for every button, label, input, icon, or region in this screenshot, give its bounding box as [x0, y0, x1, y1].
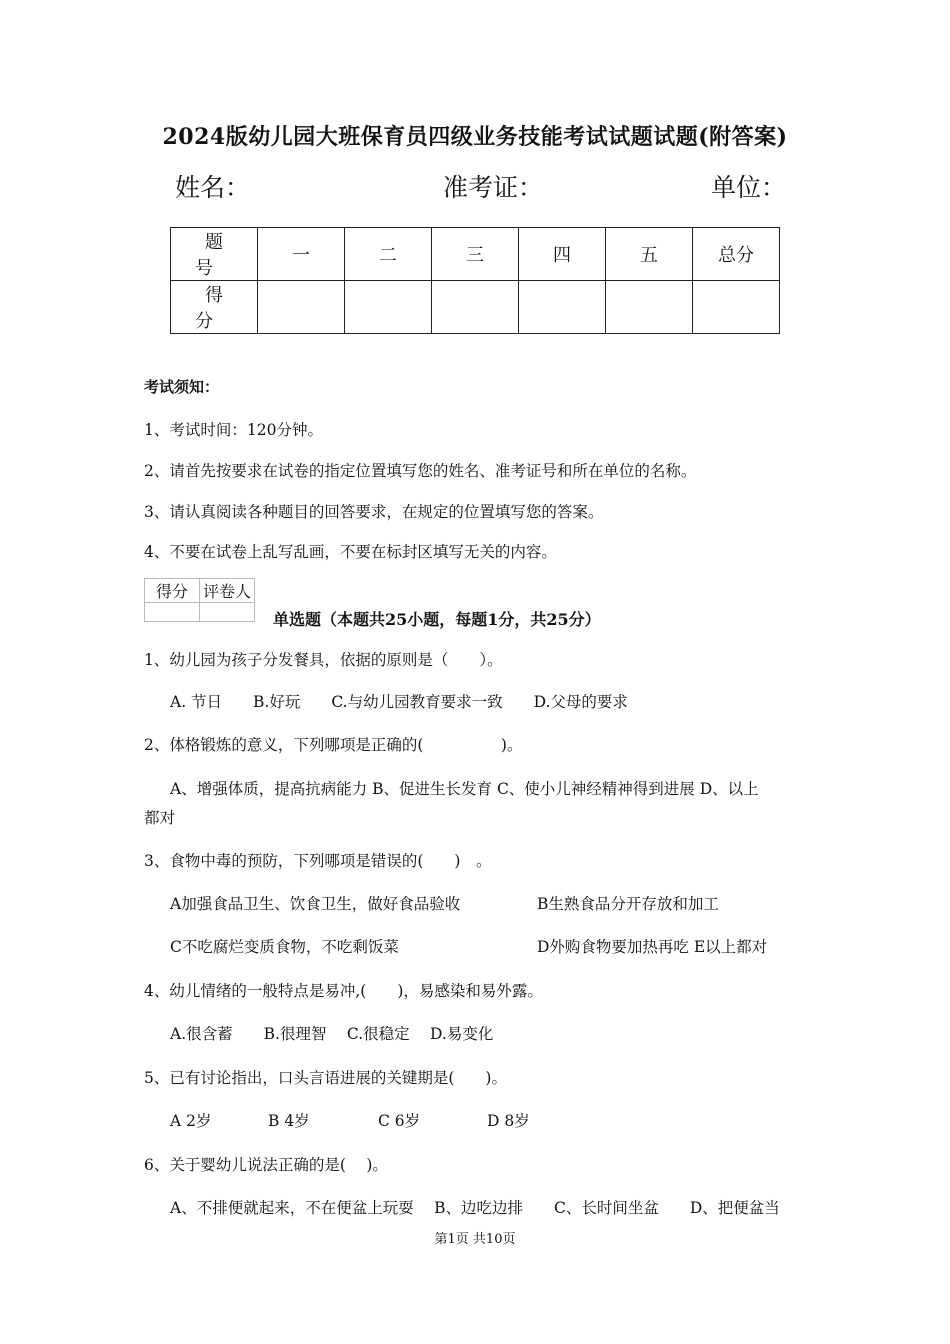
exam-id-label: 准考证：	[443, 173, 544, 202]
score-row-label: 得分	[171, 281, 258, 334]
question-options: A.很含蓄 B.很理智 C.很稳定 D.易变化	[170, 1025, 494, 1043]
score-table	[170, 227, 780, 334]
score-cell[interactable]	[519, 281, 606, 334]
question-option-d: D外购食物要加热再吃 E以上都对	[537, 938, 768, 956]
grader-reviewer-cell[interactable]	[200, 603, 255, 622]
question-options: A、不排便就起来，不在便盆上玩耍 B、边吃边排 C、长时间坐盆 D、把便盆当	[170, 1199, 780, 1217]
question-option-d: D 8岁	[487, 1112, 530, 1130]
score-cell[interactable]	[345, 281, 432, 334]
score-cell[interactable]	[693, 281, 780, 334]
score-header-cell: 总分	[693, 228, 780, 281]
score-header-cell: 三	[432, 228, 519, 281]
grader-score-cell[interactable]	[145, 603, 200, 622]
score-header-cell: 五	[606, 228, 693, 281]
section-title: 单选题（本题共25小题，每题1分，共25分）	[273, 610, 601, 629]
question-stem: 6、关于婴幼儿说法正确的是( )。	[144, 1156, 388, 1174]
question-stem: 5、已有讨论指出，口头言语进展的关键期是( )。	[144, 1069, 507, 1087]
score-header-cell: 一	[258, 228, 345, 281]
question-option-a: A 2岁	[170, 1112, 212, 1130]
score-cell[interactable]	[606, 281, 693, 334]
score-table-header-row	[171, 228, 780, 281]
grader-score-label: 得分	[145, 579, 200, 603]
question-stem: 2、体格锻炼的意义，下列哪项是正确的( )。	[144, 736, 523, 754]
question-options: A、增强体质，提高抗病能力 B、促进生长发育 C、使小儿神经精神得到进展 D、以上	[170, 780, 759, 798]
score-header-cell: 二	[345, 228, 432, 281]
question-option-b: B 4岁	[268, 1112, 310, 1130]
notice-heading: 考试须知：	[144, 378, 220, 396]
page-title: 2024版幼儿园大班保育员四级业务技能考试试题试题(附答案)	[162, 124, 788, 150]
name-label: 姓名：	[175, 173, 251, 202]
score-header-cell: 四	[519, 228, 606, 281]
notice-item: 2、请首先按要求在试卷的指定位置填写您的姓名、准考证号和所在单位的名称。	[144, 462, 697, 480]
question-stem: 3、食物中毒的预防，下列哪项是错误的( ) 。	[144, 852, 492, 870]
notice-item: 3、请认真阅读各种题目的回答要求，在规定的位置填写您的答案。	[144, 503, 604, 521]
grader-box	[144, 578, 255, 622]
question-option-c: C 6岁	[378, 1112, 421, 1130]
question-options-continued: 都对	[144, 809, 176, 827]
unit-label: 单位：	[711, 173, 787, 202]
question-option-b: B生熟食品分开存放和加工	[537, 895, 719, 913]
question-option-a: A加强食品卫生、饮食卫生，做好食品验收	[170, 895, 461, 913]
question-stem: 1、幼儿园为孩子分发餐具，依据的原则是（ ）。	[144, 651, 503, 669]
question-options: A. 节日 B.好玩 C.与幼儿园教育要求一致 D.父母的要求	[170, 693, 628, 711]
notice-item: 1、考试时间：120分钟。	[144, 421, 323, 439]
score-header-cell: 题号	[171, 228, 258, 281]
notice-item: 4、不要在试卷上乱写乱画，不要在标封区填写无关的内容。	[144, 543, 557, 561]
score-cell[interactable]	[432, 281, 519, 334]
score-table-score-row	[171, 281, 780, 334]
grader-reviewer-label: 评卷人	[200, 579, 255, 603]
question-stem: 4、幼儿情绪的一般特点是易冲,( )，易感染和易外露。	[144, 982, 543, 1000]
page-footer: 第1页 共10页	[434, 1232, 516, 1247]
question-option-c: C不吃腐烂变质食物，不吃剩饭菜	[170, 938, 399, 956]
score-cell[interactable]	[258, 281, 345, 334]
